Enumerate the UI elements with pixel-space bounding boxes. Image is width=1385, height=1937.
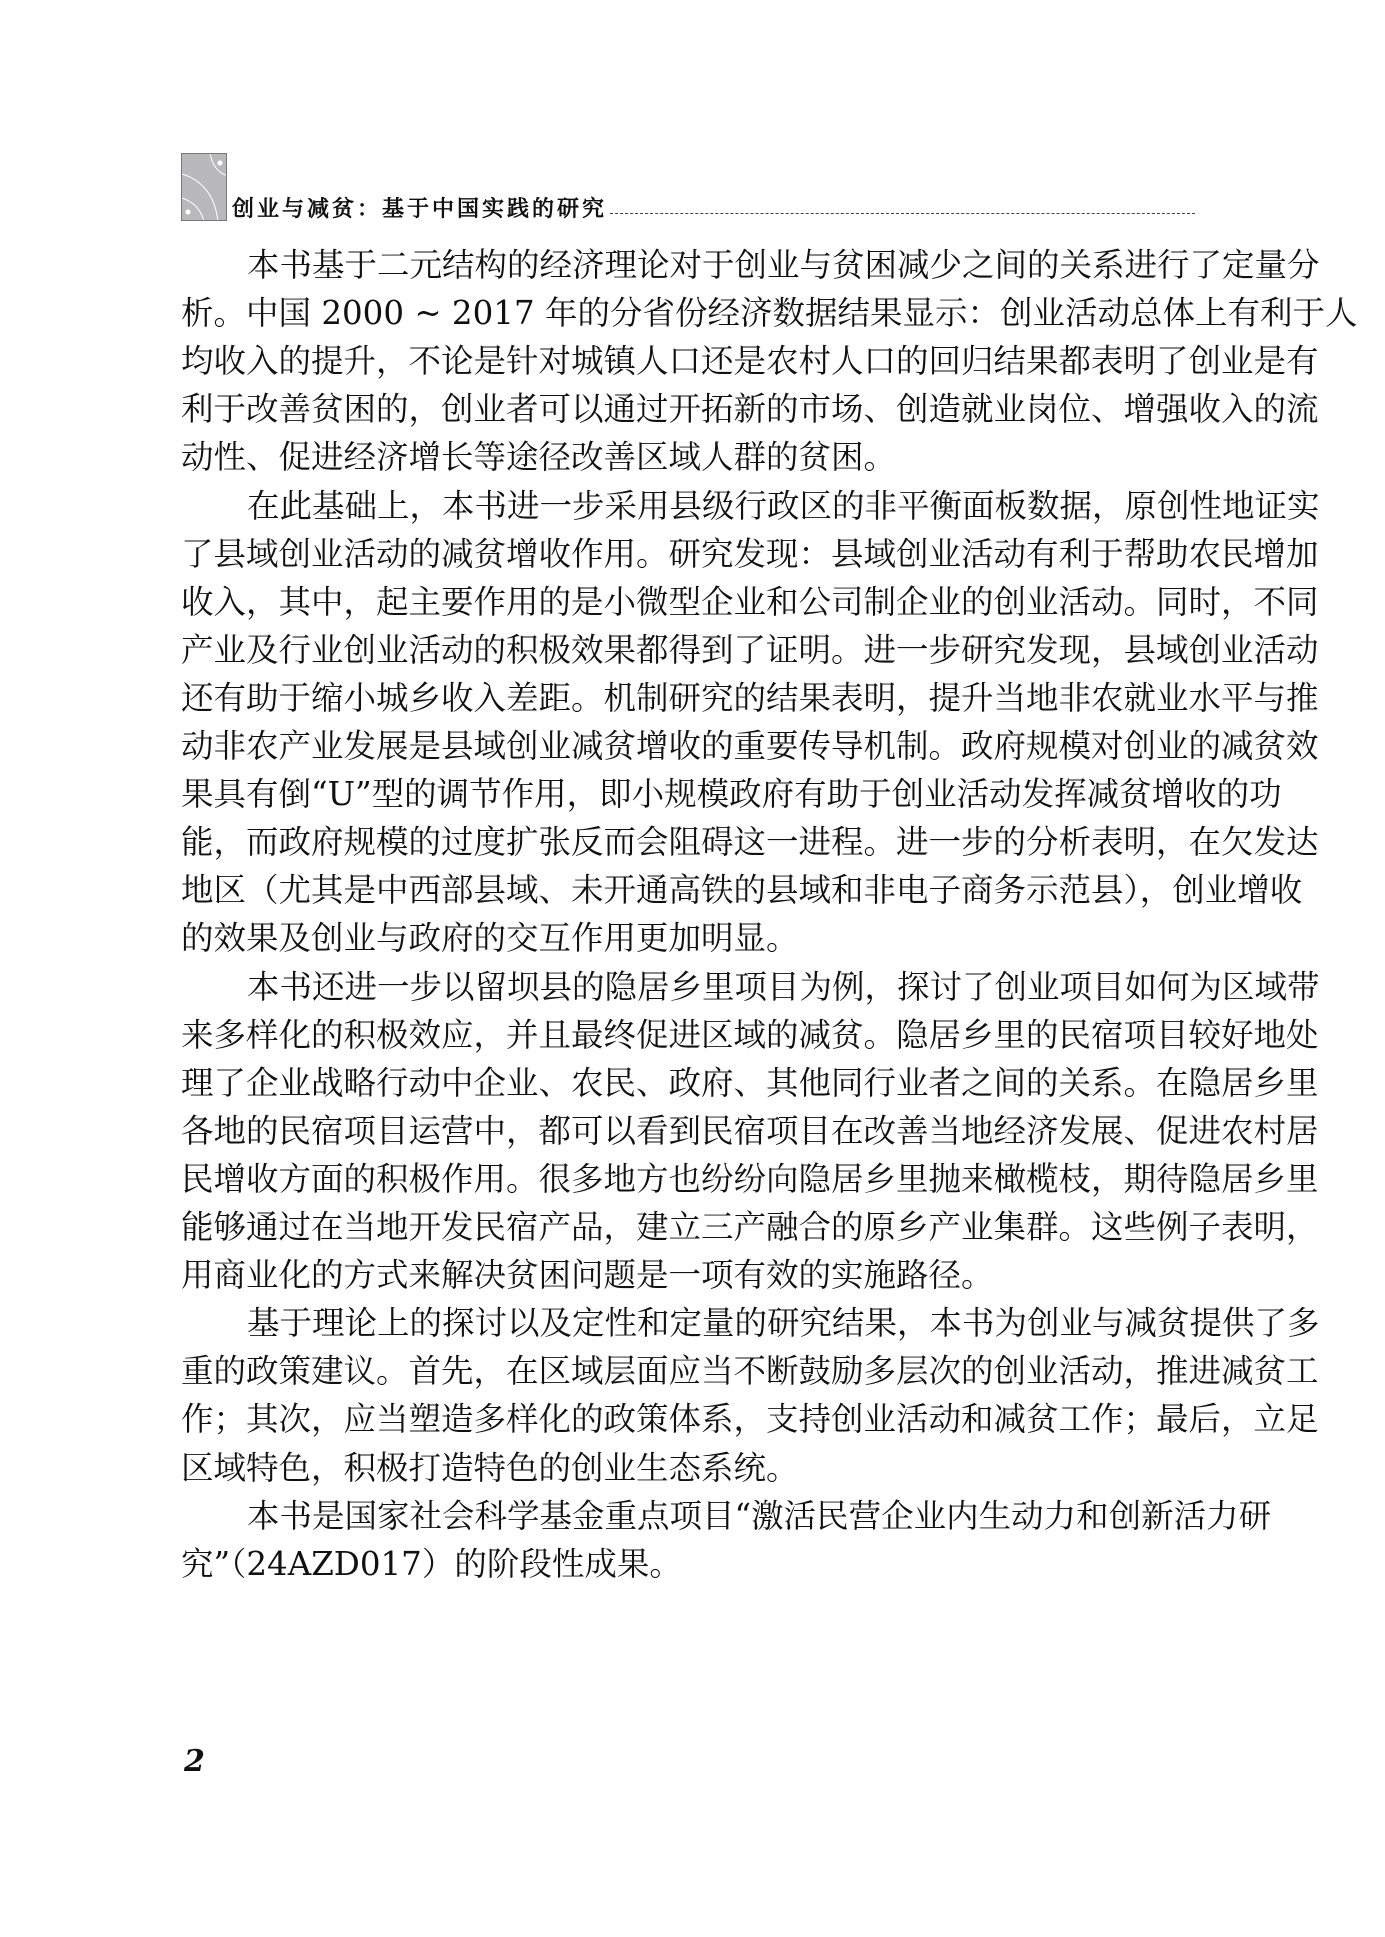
paragraph-1-line: 本书基于二元结构的经济理论对于创业与贫困减少之间的关系进行了定量分: [247, 246, 1320, 284]
paragraph-4-line: 基于理论上的探讨以及定性和定量的研究结果，本书为创业与减贫提供了多: [247, 1304, 1320, 1343]
header-ornament-icon: [181, 153, 227, 221]
paragraph-5-line: 究”（24AZD017）的阶段性成果。: [181, 1544, 682, 1583]
paragraph-1-line: 利于改善贫困的，创业者可以通过开拓新的市场、创造就业岗位、增强收入的流: [181, 390, 1319, 429]
paragraph-2-line: 在此基础上，本书进一步采用县级行政区的非平衡面板数据，原创性地证实: [247, 486, 1320, 525]
paragraph-1-line: 析。中国 2000 ~ 2017 年的分省份经济数据结果显示：创业活动总体上有利于人: [181, 294, 1358, 333]
paragraph-4-line: 区域特色，积极打造特色的创业生态系统。: [181, 1448, 799, 1487]
paragraph-2-line: 了县域创业活动的减贫增收作用。研究发现：县域创业活动有利于帮助农民增加: [181, 534, 1319, 573]
paragraph-2-line: 动非农产业发展是县域创业减贫增收的重要传导机制。政府规模对创业的减贫效: [181, 727, 1319, 765]
paragraph-3-line: 来多样化的积极效应，并且最终促进区域的减贫。隐居乡里的民宿项目较好地处: [181, 1015, 1319, 1054]
paragraph-2-line: 地区（尤其是中西部县域、未开通高铁的县域和非电子商务示范县），创业增收: [181, 871, 1303, 910]
paragraph-3-line: 本书还进一步以留坝县的隐居乡里项目为例，探讨了创业项目如何为区域带: [247, 967, 1320, 1006]
paragraph-4-line: 作；其次，应当塑造多样化的政策体系，支持创业活动和减贫工作；最后，立足: [181, 1400, 1319, 1439]
paragraph-2-line: 果具有倒“U”型的调节作用，即小规模政府有助于创业活动发挥减贫增收的功: [181, 775, 1282, 814]
paragraph-2-line: 收入，其中，起主要作用的是小微型企业和公司制企业的创业活动。同时，不同: [181, 582, 1319, 621]
paragraph-1-line: 均收入的提升，不论是针对城镇人口还是农村人口的回归结果都表明了创业是有: [181, 342, 1319, 381]
header-dashed-rule: [610, 213, 1195, 214]
paragraph-2-line: 能，而政府规模的过度扩张反而会阻碍这一进程。进一步的分析表明，在欠发达: [181, 823, 1319, 862]
paragraph-2-line: 产业及行业创业活动的积极效果都得到了证明。进一步研究发现，县域创业活动: [181, 630, 1319, 669]
page-number: 2: [184, 1744, 205, 1779]
paragraph-2-line: 的效果及创业与政府的交互作用更加明显。: [181, 919, 799, 958]
paragraph-3-line: 理了企业战略行动中企业、农民、政府、其他同行业者之间的关系。在隐居乡里: [181, 1063, 1319, 1102]
paragraph-3-line: 民增收方面的积极作用。很多地方也纷纷向隐居乡里抛来橄榄枝，期待隐居乡里: [181, 1159, 1319, 1198]
paragraph-2-line: 还有助于缩小城乡收入差距。机制研究的结果表明，提升当地非农就业水平与推: [181, 678, 1319, 717]
running-header-title: 创业与减贫：基于中国实践的研究: [232, 196, 608, 222]
paragraph-1-line: 动性、促进经济增长等途径改善区域人群的贫困。: [181, 438, 897, 477]
paragraph-4-line: 重的政策建议。首先，在区域层面应当不断鼓励多层次的创业活动，推进减贫工: [181, 1352, 1319, 1391]
paragraph-3-line: 能够通过在当地开发民宿产品，建立三产融合的原乡产业集群。这些例子表明，: [181, 1208, 1319, 1246]
paragraph-3-line: 用商业化的方式来解决贫困问题是一项有效的实施路径。: [181, 1256, 994, 1295]
paragraph-5-line: 本书是国家社会科学基金重点项目“激活民营企业内生动力和创新活力研: [247, 1496, 1272, 1535]
paragraph-3-line: 各地的民宿项目运营中，都可以看到民宿项目在改善当地经济发展、促进农村居: [181, 1111, 1319, 1150]
